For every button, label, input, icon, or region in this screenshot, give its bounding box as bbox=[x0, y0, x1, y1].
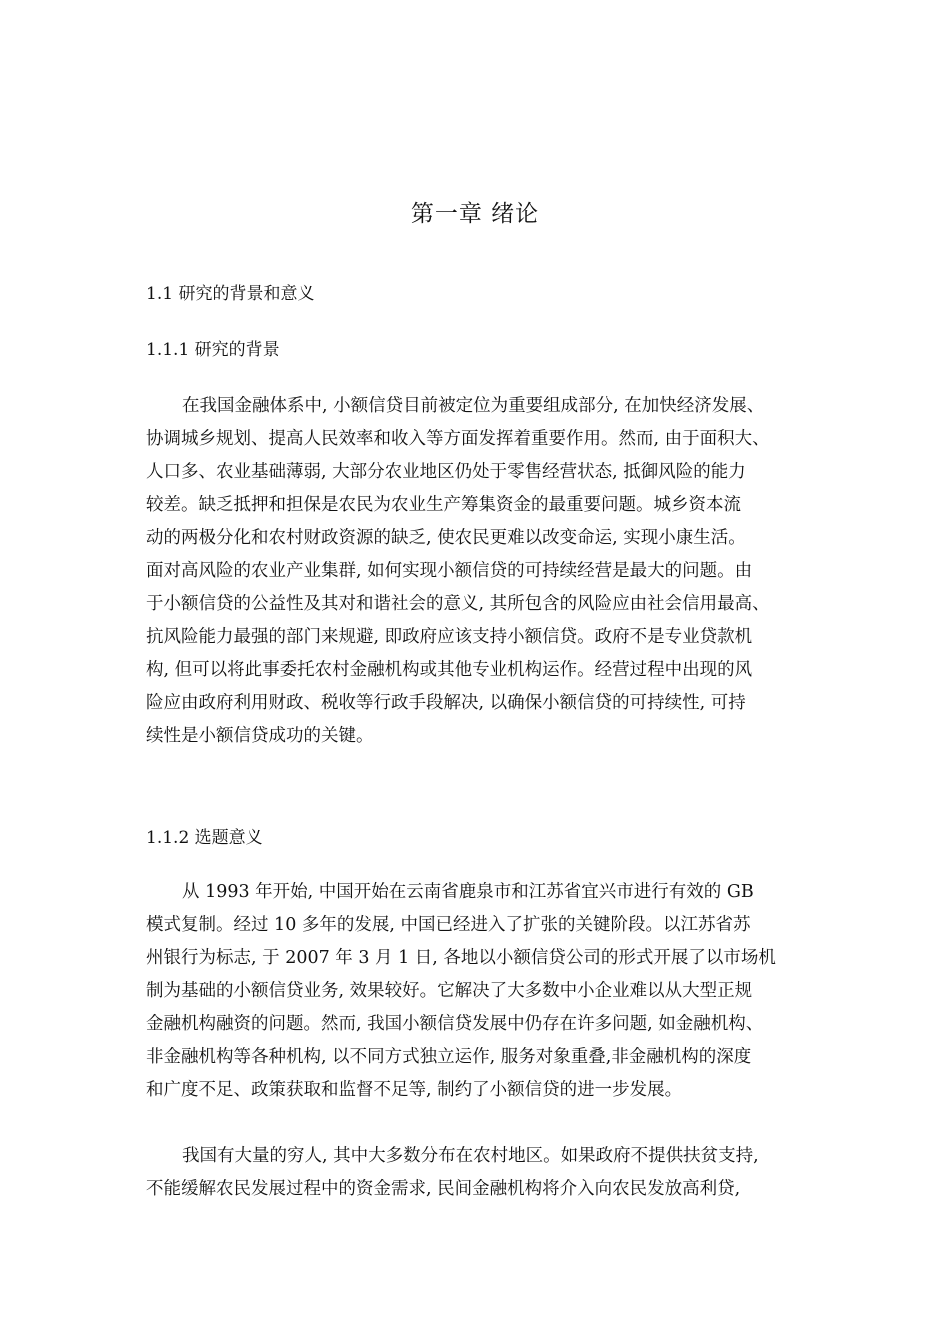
paragraph-line: 人口多、农业基础薄弱, 大部分农业地区仍处于零售经营状态, 抵御风险的能力 bbox=[146, 462, 746, 482]
paragraph-line: 模式复制。经过 10 多年的发展, 中国已经进入了扩张的关键阶段。以江苏省苏 bbox=[146, 915, 751, 935]
paragraph-line: 我国有大量的穷人, 其中大多数分布在农村地区。如果政府不提供扶贫支持, bbox=[182, 1146, 759, 1166]
paragraph-topic-significance bbox=[146, 876, 826, 1107]
paragraph-line: 从 1993 年开始, 中国开始在云南省鹿泉市和江苏省宜兴市进行有效的 GB bbox=[182, 882, 754, 902]
paragraph-line: 抗风险能力最强的部门来规避, 即政府应该支持小额信贷。政府不是专业贷款机 bbox=[146, 627, 753, 647]
paragraph-line: 不能缓解农民发展过程中的资金需求, 民间金融机构将介入向农民发放高利贷, bbox=[146, 1179, 741, 1199]
paragraph-poverty bbox=[146, 1140, 826, 1206]
paragraph-line: 协调城乡规划、提高人民效率和收入等方面发挥着重要作用。然而, 由于面积大、 bbox=[146, 429, 770, 449]
paragraph-line: 续性是小额信贷成功的关键。 bbox=[146, 726, 374, 746]
paragraph-line: 和广度不足、政策获取和监督不足等, 制约了小额信贷的进一步发展。 bbox=[146, 1080, 683, 1100]
section-heading-1-1-1: 1.1.1 研究的背景 bbox=[146, 340, 280, 360]
paragraph-line: 构, 但可以将此事委托农村金融机构或其他专业机构运作。经营过程中出现的风 bbox=[146, 660, 753, 680]
paragraph-line: 较差。缺乏抵押和担保是农民为农业生产筹集资金的最重要问题。城乡资本流 bbox=[146, 495, 741, 515]
paragraph-line: 动的两极分化和农村财政资源的缺乏, 使农民更难以改变命运, 实现小康生活。 bbox=[146, 528, 746, 548]
paragraph-line: 于小额信贷的公益性及其对和谐社会的意义, 其所包含的风险应由社会信用最高、 bbox=[146, 594, 770, 614]
paragraph-line: 险应由政府利用财政、税收等行政手段解决, 以确保小额信贷的可持续性, 可持 bbox=[146, 693, 746, 713]
paragraph-line: 面对高风险的农业产业集群, 如何实现小额信贷的可持续经营是最大的问题。由 bbox=[146, 561, 753, 581]
paragraph-research-background bbox=[146, 390, 826, 753]
paragraph-line: 非金融机构等各种机构, 以不同方式独立运作, 服务对象重叠,非金融机构的深度 bbox=[146, 1047, 752, 1067]
paragraph-line: 制为基础的小额信贷业务, 效果较好。它解决了大多数中小企业难以从大型正规 bbox=[146, 981, 753, 1001]
section-heading-1-1: 1.1 研究的背景和意义 bbox=[146, 284, 315, 304]
chapter-title: 第一章 绪论 bbox=[410, 201, 540, 227]
section-heading-1-1-2: 1.1.2 选题意义 bbox=[146, 828, 263, 848]
paragraph-line: 金融机构融资的问题。然而, 我国小额信贷发展中仍存在许多问题, 如金融机构、 bbox=[146, 1014, 764, 1034]
paragraph-line: 州银行为标志, 于 2007 年 3 月 1 日, 各地以小额信贷公司的形式开展了以市场机 bbox=[146, 948, 776, 968]
paragraph-line: 在我国金融体系中, 小额信贷目前被定位为重要组成部分, 在加快经济发展、 bbox=[182, 396, 765, 416]
